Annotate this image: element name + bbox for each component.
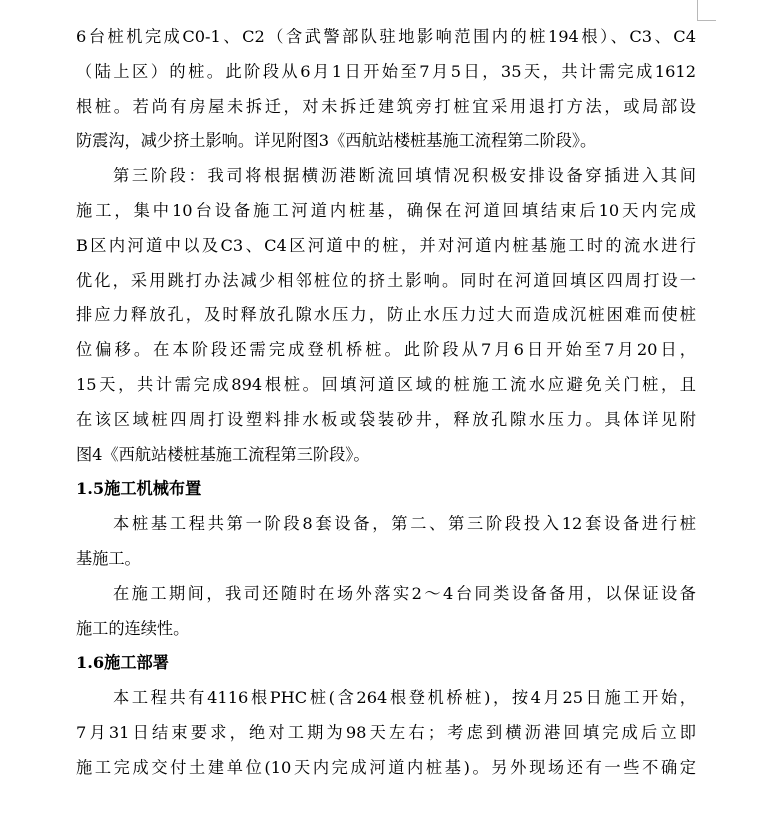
text-line: 基施工。 (76, 548, 141, 568)
text-line: （陆上区）的桩。此阶段从6月1日开始至7月5日，35天，共计需完成1612 (76, 61, 696, 81)
text-line: 15天，共计需完成894根桩。回填河道区域的桩施工流水应避免关门桩，且 (76, 374, 696, 394)
document-body (76, 20, 696, 786)
text-line: 施工的连续性。 (76, 618, 190, 638)
text-line: 优化，采用跳打办法减少相邻桩位的挤土影响。同时在河道回填区四周打设一 (76, 270, 696, 290)
paragraph-start-line: 本桩基工程共第一阶段8套设备，第二、第三阶段投入12套设备进行桩 (113, 514, 696, 534)
text-line: 在该区域桩四周打设塑料排水板或袋装砂井，释放孔隙水压力。具体详见附 (76, 409, 696, 429)
paragraph-start-line: 在施工期间，我司还随时在场外落实2～4台同类设备备用，以保证设备 (113, 583, 696, 603)
text-line: 图4《西航站楼桩基施工流程第三阶段》。 (76, 444, 370, 464)
text-line: 施工完成交付土建单位(10天内完成河道内桩基)。另外现场还有一些不确定 (76, 757, 696, 777)
text-line: 排应力释放孔，及时释放孔隙水压力，防止水压力过大而造成沉桩困难而使桩 (76, 305, 696, 325)
paragraph-start-line: 第三阶段：我司将根据横沥港断流回填情况积极安排设备穿插进入其间 (113, 166, 696, 186)
text-line: 位偏移。在本阶段还需完成登机桥桩。此阶段从7月6日开始至7月20日， (76, 340, 696, 360)
text-line: B区内河道中以及C3、C4区河道中的桩，并对河道内桩基施工时的流水进行 (76, 235, 696, 255)
section-heading: 1.5施工机械布置 (76, 479, 202, 499)
text-line: 6台桩机完成C0-1、C2（含武警部队驻地影响范围内的桩194根）、C3、C4 (76, 27, 696, 46)
text-line: 根桩。若尚有房屋未拆迁，对未拆迁建筑旁打桩宜采用退打方法，或局部设 (76, 96, 696, 116)
section-heading: 1.6施工部署 (76, 653, 169, 673)
text-line: 施工，集中10台设备施工河道内桩基，确保在河道回填结束后10天内完成 (76, 200, 696, 220)
text-line: 防震沟，减少挤土影响。详见附图3《西航站楼桩基施工流程第二阶段》。 (76, 131, 597, 151)
page-corner-mark (697, 0, 716, 21)
paragraph-start-line: 本工程共有4116根PHC桩(含264根登机桥桩)，按4月25日施工开始， (113, 688, 696, 708)
text-line: 7月31日结束要求，绝对工期为98天左右；考虑到横沥港回填完成后立即 (76, 722, 696, 742)
